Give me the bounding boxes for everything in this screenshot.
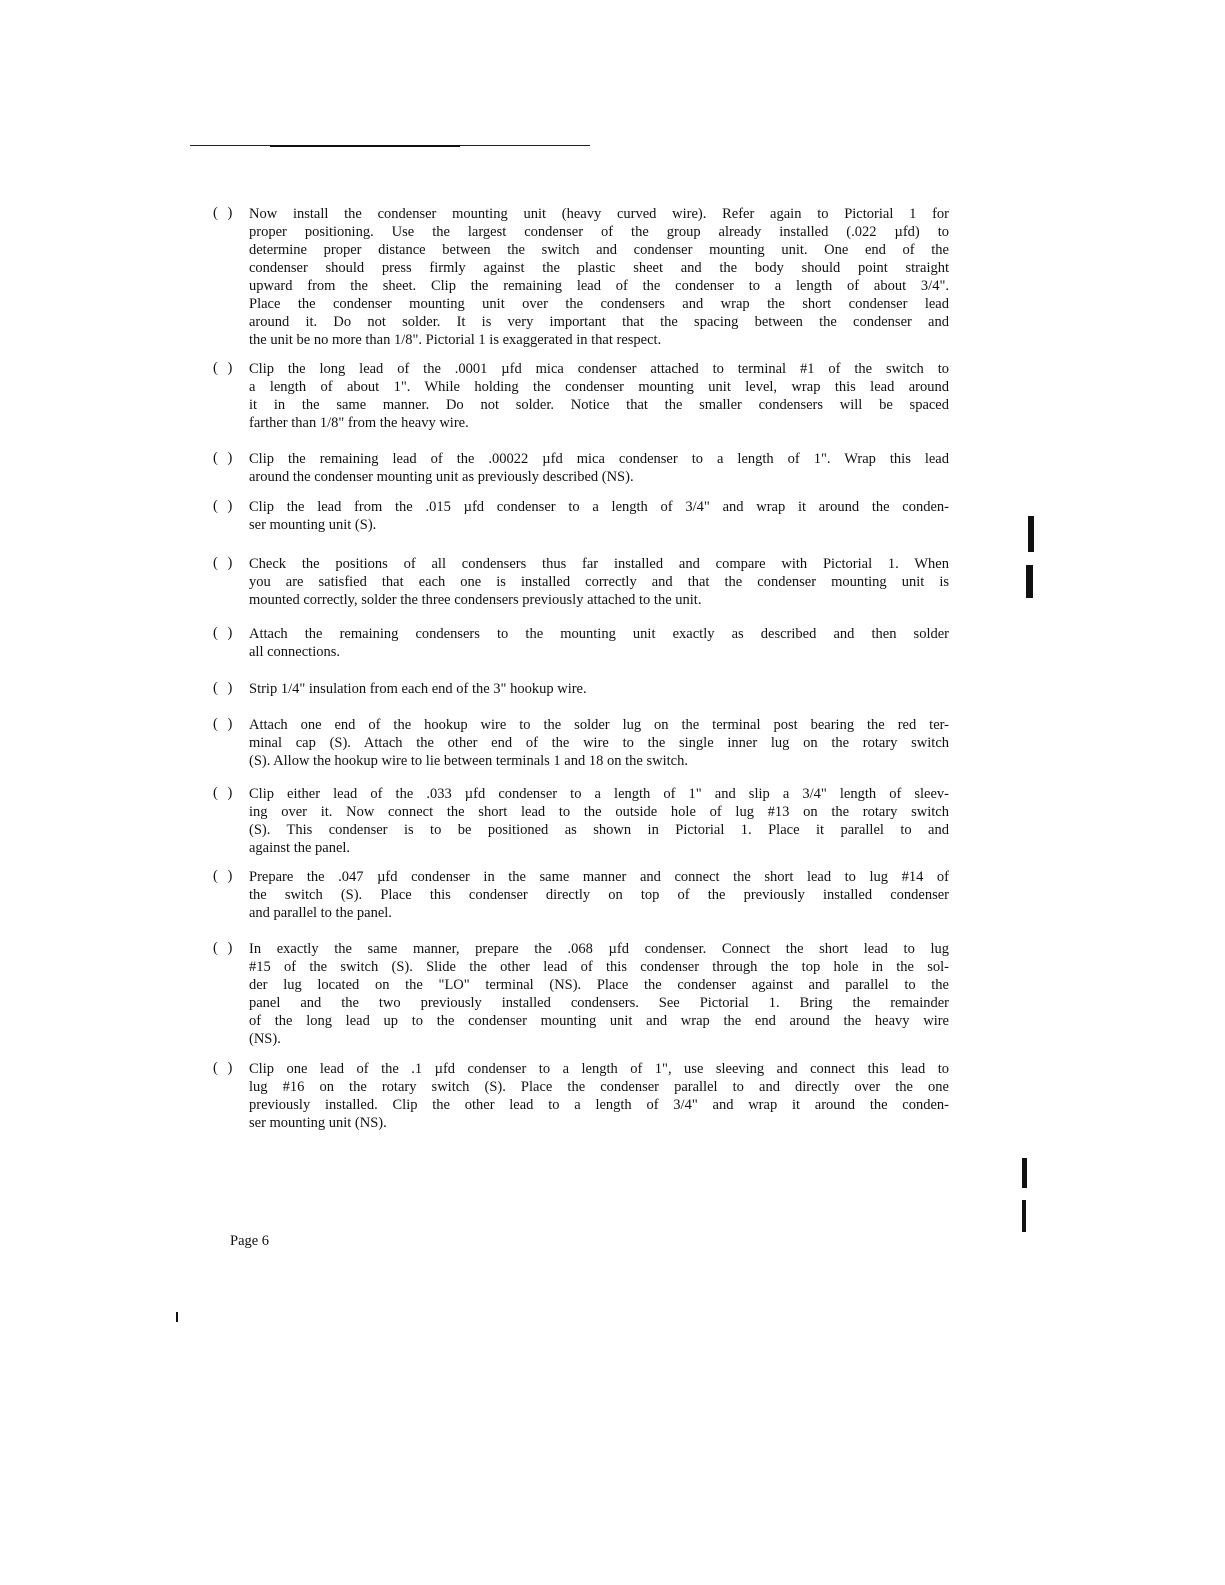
step-checkbox[interactable]: ( )	[213, 868, 233, 884]
instruction-step	[213, 360, 958, 432]
instruction-step	[213, 450, 958, 486]
instruction-step	[213, 868, 958, 922]
step-text-line: Clip the remaining lead of the .00022 µfd mica condenser to a length of 1". Wrap this lead	[249, 451, 949, 467]
step-text-line: ser mounting unit (NS).	[249, 1115, 387, 1131]
instruction-step	[213, 205, 958, 349]
step-text-line: around the condenser mounting unit as previously described (NS).	[249, 469, 634, 485]
page-number: Page 6	[230, 1233, 270, 1249]
step-text-line: Attach one end of the hookup wire to the solder lug on the terminal post bearing the red ter-	[249, 717, 949, 733]
step-text-line: Clip either lead of the .033 µfd condenser to a length of 1" and slip a 3/4" length of sleev-	[249, 786, 949, 802]
step-checkbox[interactable]: ( )	[213, 1060, 233, 1076]
step-text-line: of the long lead up to the condenser mounting unit and wrap the end around the heavy wire	[249, 1013, 949, 1029]
binding-mark	[1026, 565, 1033, 598]
instruction-step	[213, 625, 958, 661]
step-text-line: Clip the long lead of the .0001 µfd mica condenser attached to terminal #1 of the switch to	[249, 361, 949, 377]
step-checkbox[interactable]: ( )	[213, 498, 233, 514]
step-checkbox[interactable]: ( )	[213, 940, 233, 956]
step-text-line: mounted correctly, solder the three condensers previously attached to the unit.	[249, 592, 702, 608]
step-text-line: panel and the two previously installed condensers. See Pictorial 1. Bring the remainder	[249, 995, 949, 1011]
step-text-line: der lug located on the "LO" terminal (NS). Place the condenser against and parallel to the	[249, 977, 949, 993]
step-text-line: and parallel to the panel.	[249, 905, 392, 921]
step-checkbox[interactable]: ( )	[213, 555, 233, 571]
step-text-line: around it. Do not solder. It is very important that the spacing between the condenser and	[249, 314, 949, 330]
step-text-line: determine proper distance between the switch and condenser mounting unit. One end of the	[249, 242, 949, 258]
instruction-step	[213, 498, 958, 534]
binding-mark	[1022, 1200, 1026, 1232]
step-checkbox[interactable]: ( )	[213, 450, 233, 466]
step-text-line: against the panel.	[249, 840, 351, 856]
step-text-line: you are satisfied that each one is installed correctly and that the condenser mounting unit is	[249, 574, 949, 590]
step-text-line: Check the positions of all condensers thus far installed and compare with Pictorial 1. When	[249, 556, 949, 572]
step-text-line: Clip one lead of the .1 µfd condenser to a length of 1", use sleeving and connect this lead to	[249, 1061, 949, 1077]
step-text-line: all connections.	[249, 644, 341, 660]
step-text-line: previously installed. Clip the other lead to a length of 3/4" and wrap it around the conden-	[249, 1097, 949, 1113]
header-rule-thick	[270, 145, 460, 147]
step-text-line: (S). Allow the hookup wire to lie between terminals 1 and 18 on the switch.	[249, 753, 688, 769]
step-text-line: condenser should press firmly against the plastic sheet and the body should point straight	[249, 260, 949, 276]
step-text-line: minal cap (S). Attach the other end of the wire to the single inner lug on the rotary switch	[249, 735, 949, 751]
step-text-line: the unit be no more than 1/8". Pictorial 1 is exaggerated in that respect.	[249, 332, 662, 348]
step-text-line: (NS).	[249, 1031, 281, 1047]
step-text-line: #15 of the switch (S). Slide the other lead of this condenser through the top hole in the sol-	[249, 959, 949, 975]
step-text-line: In exactly the same manner, prepare the .068 µfd condenser. Connect the short lead to lug	[249, 941, 949, 957]
step-text-line: farther than 1/8" from the heavy wire.	[249, 415, 469, 431]
step-checkbox[interactable]: ( )	[213, 716, 233, 732]
binding-mark	[1028, 516, 1034, 552]
instruction-step	[213, 1060, 958, 1132]
step-text-line: upward from the sheet. Clip the remaining lead of the condenser to a length of about 3/4".	[249, 278, 949, 294]
step-text-line: the switch (S). Place this condenser directly on top of the previously installed condenser	[249, 887, 949, 903]
step-checkbox[interactable]: ( )	[213, 785, 233, 801]
step-text-line: proper positioning. Use the largest condenser of the group already installed (.022 µfd) to	[249, 224, 949, 240]
step-text-line: Attach the remaining condensers to the mounting unit exactly as described and then solder	[249, 626, 949, 642]
step-text-line: Now install the condenser mounting unit (heavy curved wire). Refer again to Pictorial 1 for	[249, 206, 949, 222]
binding-mark	[1022, 1158, 1027, 1188]
instruction-step	[213, 940, 958, 1048]
step-text-line: (S). This condenser is to be positioned as shown in Pictorial 1. Place it parallel to and	[249, 822, 949, 838]
step-text-line: Strip 1/4" insulation from each end of the 3" hookup wire.	[249, 681, 587, 697]
instruction-step	[213, 555, 958, 609]
step-text-line: ing over it. Now connect the short lead to the outside hole of lug #13 on the rotary switch	[249, 804, 949, 820]
step-text-line: ser mounting unit (S).	[249, 517, 377, 533]
step-checkbox[interactable]: ( )	[213, 680, 233, 696]
step-text-line: Clip the lead from the .015 µfd condenser to a length of 3/4" and wrap it around the conden-	[249, 499, 949, 515]
instruction-step	[213, 716, 958, 770]
step-text-line: Place the condenser mounting unit over the condensers and wrap the short condenser lead	[249, 296, 949, 312]
step-text-line: a length of about 1". While holding the condenser mounting unit level, wrap this lead around	[249, 379, 949, 395]
instruction-step	[213, 785, 958, 857]
instruction-step	[213, 680, 958, 698]
scan-mark	[176, 1312, 178, 1322]
step-text-line: lug #16 on the rotary switch (S). Place the condenser parallel to and directly over the one	[249, 1079, 949, 1095]
step-text-line: Prepare the .047 µfd condenser in the same manner and connect the short lead to lug #14 of	[249, 869, 949, 885]
step-checkbox[interactable]: ( )	[213, 205, 233, 221]
step-text-line: it in the same manner. Do not solder. Notice that the smaller condensers will be spaced	[249, 397, 949, 413]
step-checkbox[interactable]: ( )	[213, 625, 233, 641]
step-checkbox[interactable]: ( )	[213, 360, 233, 376]
